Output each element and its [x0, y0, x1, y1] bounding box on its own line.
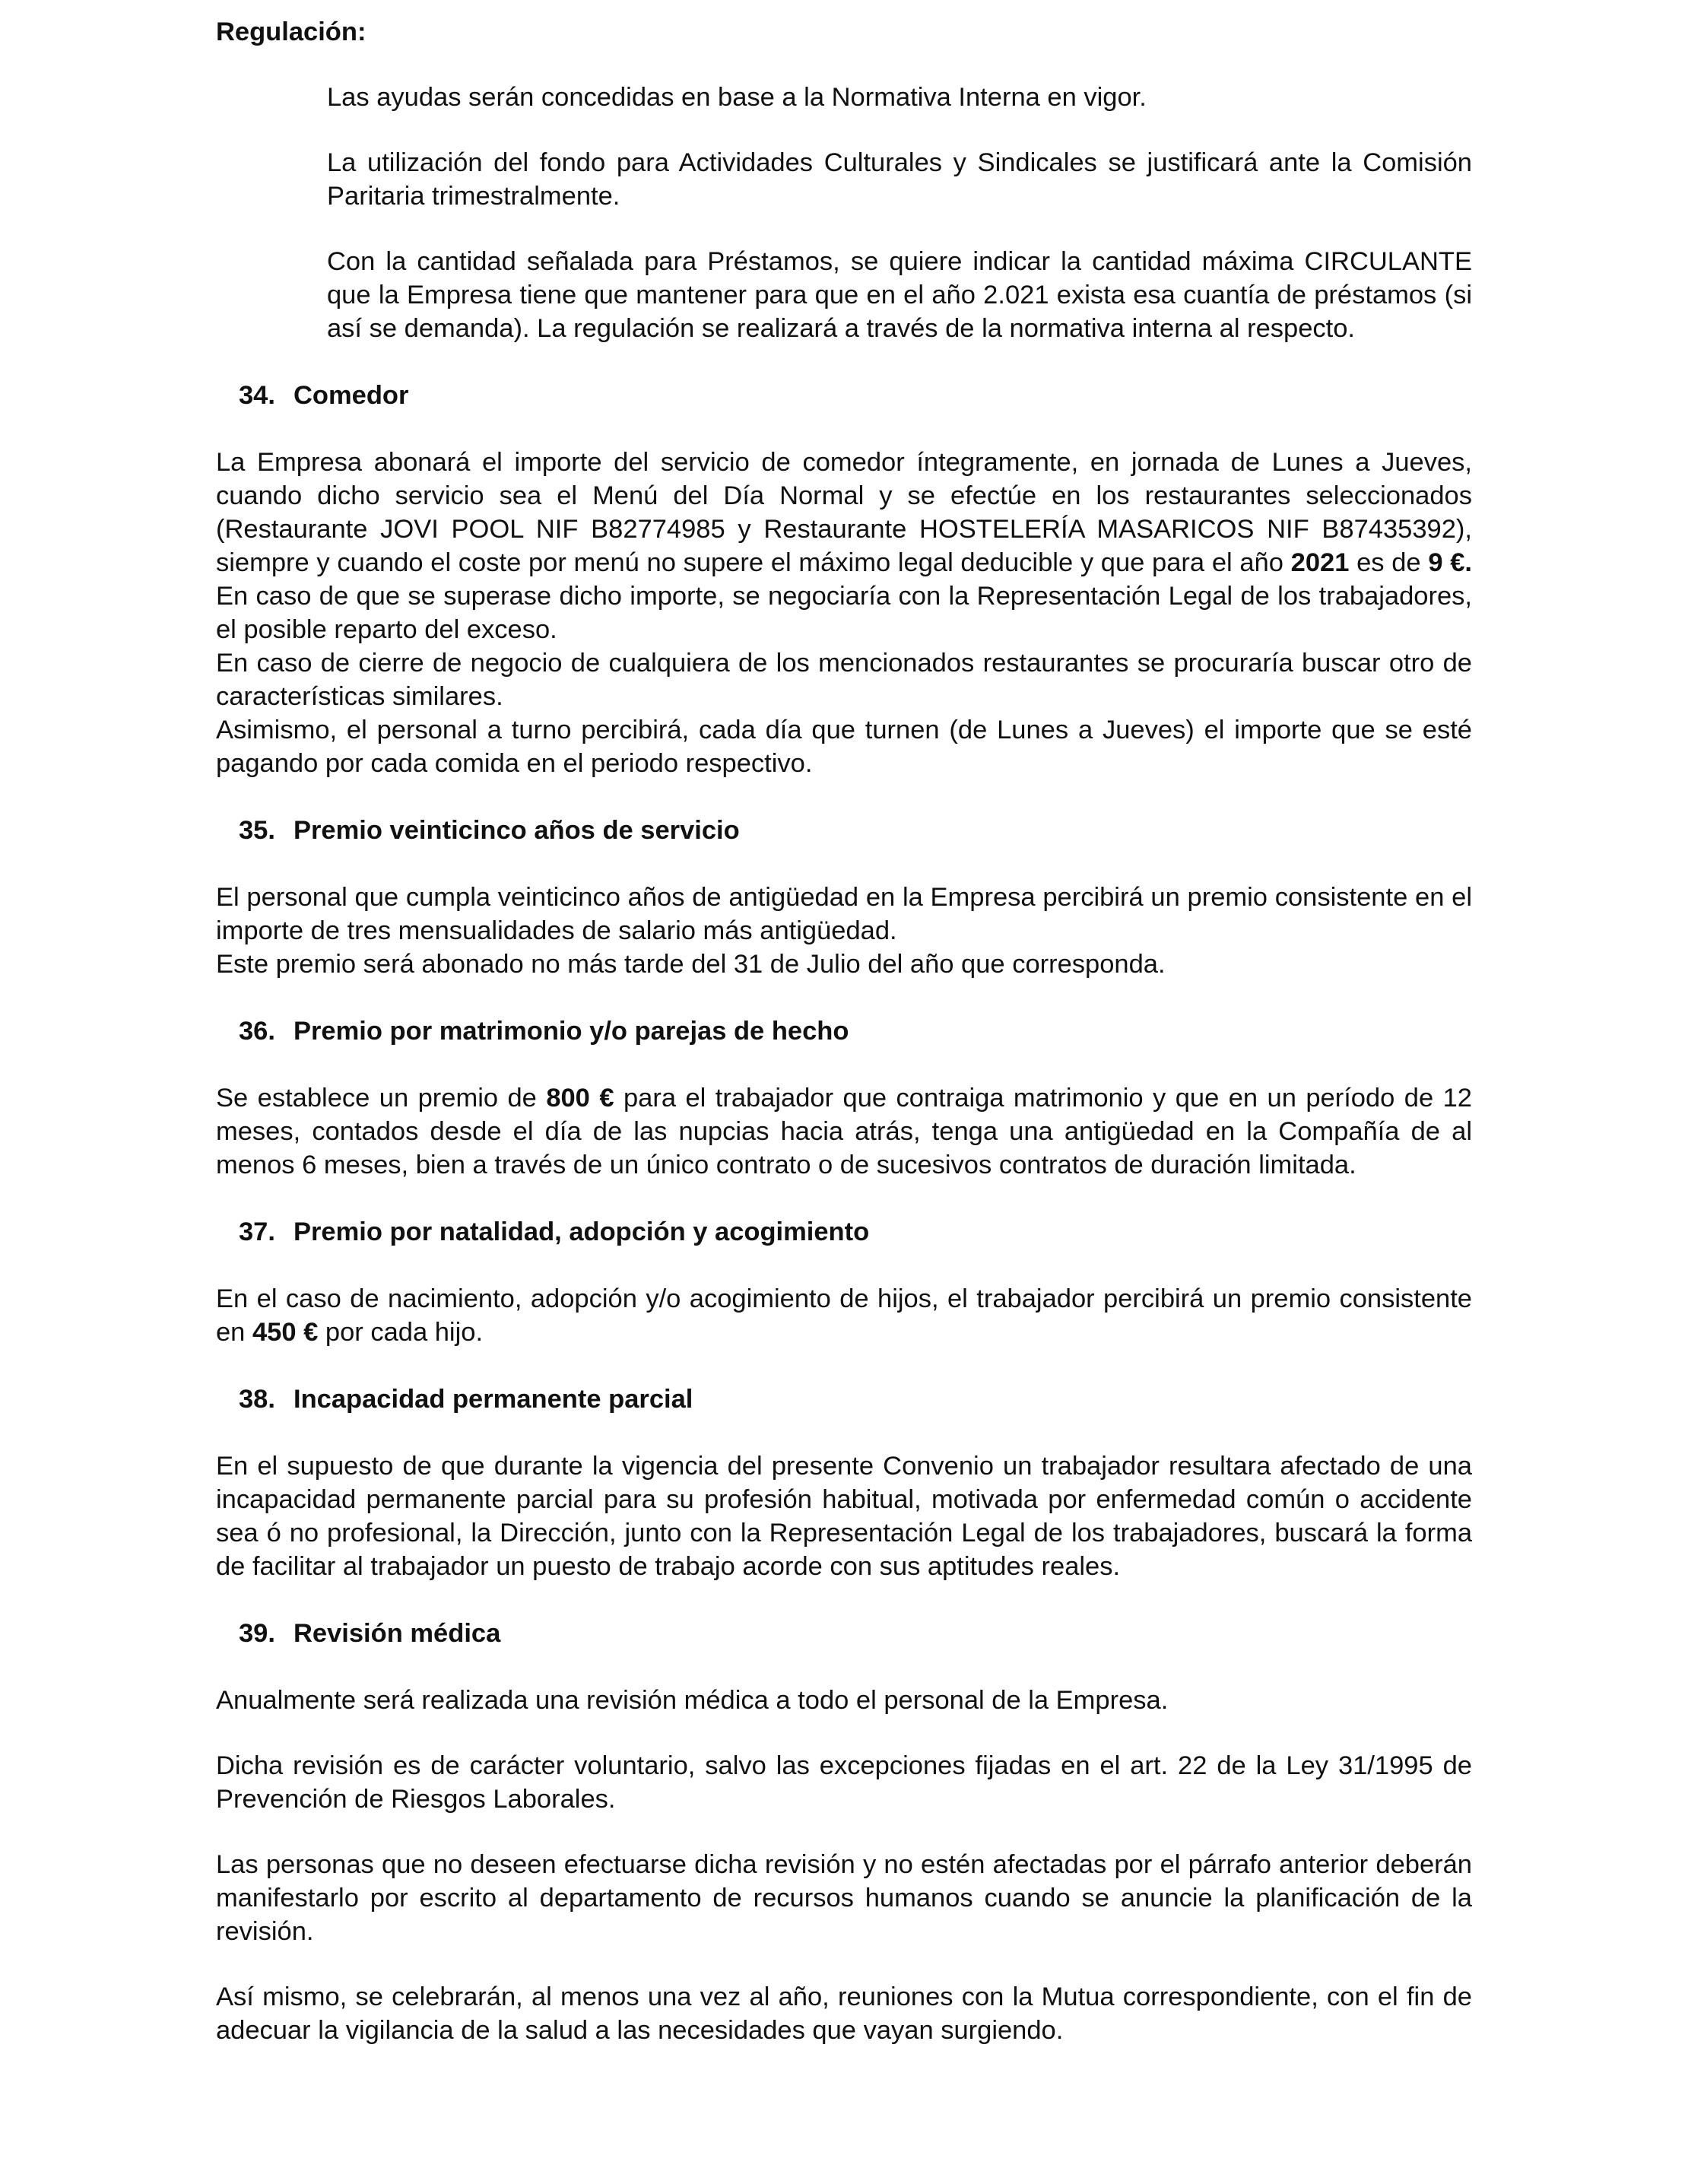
regulacion-paragraph-2: La utilización del fondo para Actividades Culturales y Sindicales se justificará ante la Comisión Paritaria trimestralmente.: [327, 148, 1472, 211]
section-35-number: 35.: [239, 816, 275, 845]
section-38-number: 38.: [239, 1385, 275, 1414]
section-38-paragraph-1: En el supuesto de que durante la vigencia del presente Convenio un trabajador resultara afectado de una incapacidad permanente parcial para su profesión habitual, motivada por enfermedad común o accidente sea ó no profesional, la Dirección, junto con la Representación Legal de los trabajadores, buscará la forma de facilitar al trabajador un puesto de trabajo acorde con sus aptitudes reales.: [216, 1452, 1472, 1581]
section-34-heading: [216, 379, 1472, 412]
section-36-heading: [216, 1014, 1472, 1048]
section-39-paragraph-3: Las personas que no deseen efectuarse dicha revisión y no estén afectadas por el párrafo anterior deberán manifestarlo por escrito al departamento de recursos humanos cuando se anuncie la planificación de la revisión.: [216, 1850, 1472, 1946]
document-page: [216, 15, 1472, 2047]
section-36-paragraph-1: Se establece un premio de 800 € para el trabajador que contraiga matrimonio y que en un período de 12 meses, contados desde el día de las nupcias hacia atrás, tenga una antigüedad en la Compañía de al menos 6 meses, bien a través de un único contrato o de sucesivos contratos de duración limitada.: [216, 1084, 1472, 1179]
regulacion-paragraph-1: Las ayudas serán concedidas en base a la Normativa Interna en vigor.: [327, 83, 1147, 112]
year-value: 2021: [1290, 548, 1350, 577]
marriage-prize-amount: 800 €: [546, 1084, 614, 1113]
section-39-heading: [216, 1617, 1472, 1650]
section-38-heading: [216, 1382, 1472, 1416]
section-39-paragraph-1: Anualmente será realizada una revisión médica a todo el personal de la Empresa.: [216, 1686, 1169, 1715]
section-34-paragraph-3: Asimismo, el personal a turno percibirá, cada día que turnen (de Lunes a Jueves) el importe que se esté pagando por cada comida en el periodo respectivo.: [216, 716, 1472, 778]
section-37-heading: [216, 1215, 1472, 1249]
regulacion-paragraph-3: Con la cantidad señalada para Préstamos, se quiere indicar la cantidad máxima CIRCULANTE que la Empresa tiene que mantener para que en el año 2.021 exista esa cuantía de préstamos (si así se demanda). La regulación se realizará a través de la normativa interna al respecto.: [327, 247, 1472, 343]
section-34-number: 34.: [239, 381, 275, 410]
section-35-paragraph-1: El personal que cumpla veinticinco años de antigüedad en la Empresa percibirá un premio consistente en el importe de tres mensualidades de salario más antigüedad.: [216, 883, 1472, 945]
section-39-title: Revisión médica: [293, 1619, 501, 1648]
menu-max-amount: 9 €.: [1428, 548, 1472, 577]
section-36-title: Premio por matrimonio y/o parejas de hecho: [293, 1017, 849, 1046]
section-35-heading: [216, 814, 1472, 847]
regulacion-heading: Regulación:: [216, 17, 366, 46]
section-36-number: 36.: [239, 1017, 275, 1046]
section-38-title: Incapacidad permanente parcial: [293, 1385, 693, 1414]
section-34-paragraph-1: La Empresa abonará el importe del servicio de comedor íntegramente, en jornada de Lunes a Jueves, cuando dicho servicio sea el Menú del Día Normal y se efectúe en los restaurantes seleccionados (Restaurante JOVI POOL NIF B82774985 y Restaurante HOSTELERÍA MASARICOS NIF B87435392), siempre y cuando el coste por menú no supere el máximo legal deducible y que para el año 2021 es de 9 €. En caso de que se superase dicho importe, se negociaría con la Representación Legal de los trabajadores, el posible reparto del exceso.: [216, 448, 1472, 644]
section-35-paragraph-2: Este premio será abonado no más tarde del 31 de Julio del año que corresponda.: [216, 950, 1166, 979]
section-35-title: Premio veinticinco años de servicio: [293, 816, 740, 845]
section-37-title: Premio por natalidad, adopción y acogimiento: [293, 1217, 870, 1246]
section-37-number: 37.: [239, 1217, 275, 1246]
section-39-paragraph-4: Así mismo, se celebrarán, al menos una vez al año, reuniones con la Mutua correspondiente, con el fin de adecuar la vigilancia de la salud a las necesidades que vayan surgiendo.: [216, 1982, 1472, 2045]
birth-prize-amount: 450 €: [252, 1318, 319, 1347]
section-39-number: 39.: [239, 1619, 275, 1648]
section-37-paragraph-1: En el caso de nacimiento, adopción y/o acogimiento de hijos, el trabajador percibirá un premio consistente en 450 € por cada hijo.: [216, 1284, 1472, 1347]
section-39-paragraph-2: Dicha revisión es de carácter voluntario, salvo las excepciones fijadas en el art. 22 de la Ley 31/1995 de Prevención de Riesgos Laborales.: [216, 1751, 1472, 1814]
section-34-paragraph-2: En caso de cierre de negocio de cualquiera de los mencionados restaurantes se procuraría buscar otro de características similares.: [216, 649, 1472, 711]
section-34-title: Comedor: [293, 381, 409, 410]
